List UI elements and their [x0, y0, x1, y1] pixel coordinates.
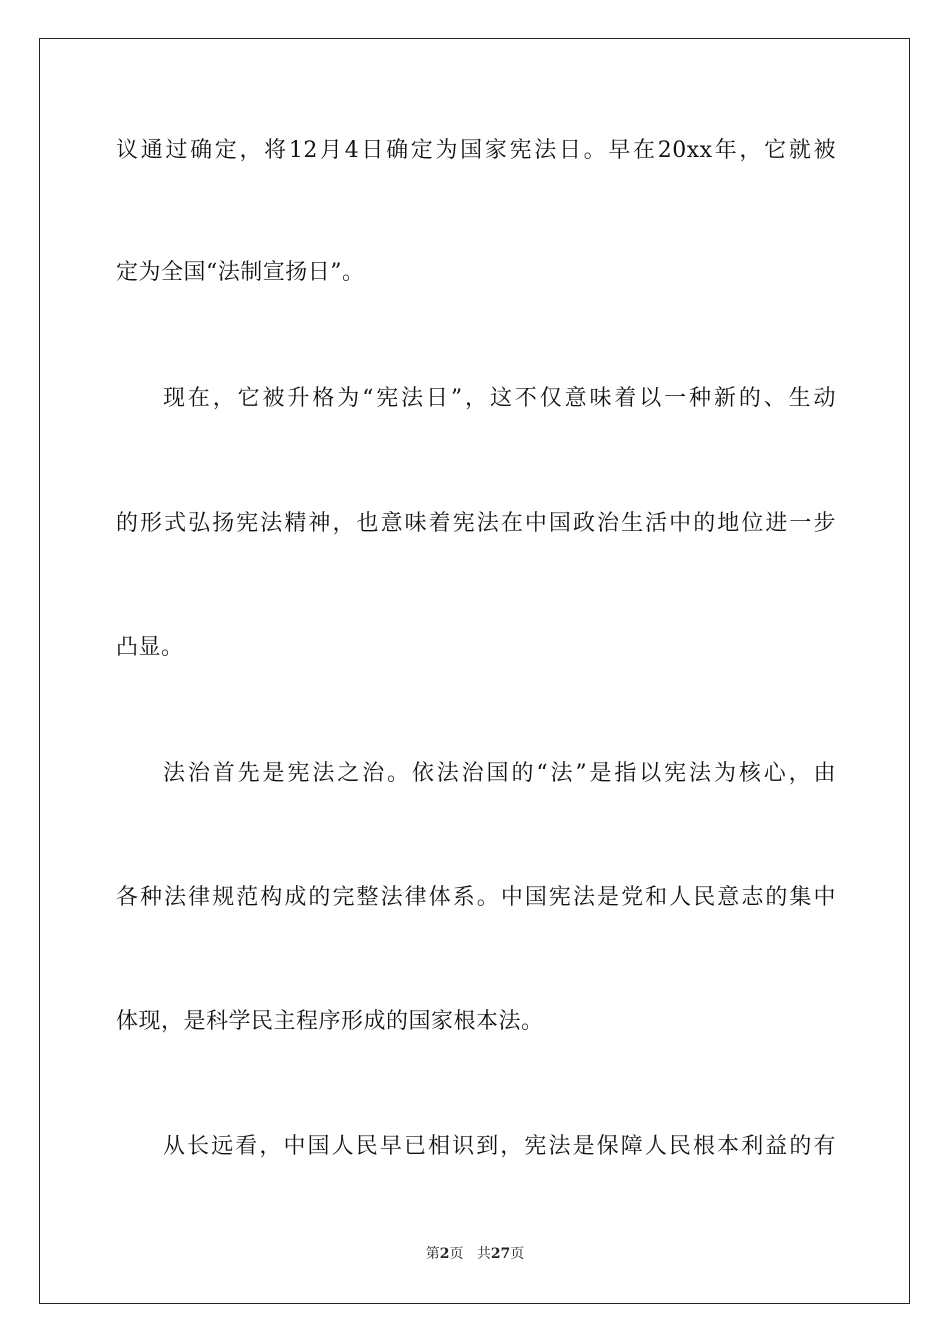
text-line-1: 议通过确定，将12月4日确定为国家宪法日。早在20xx年，它就被 [116, 138, 836, 163]
text-line-5: 凸显。 [116, 635, 184, 660]
text-line-9: 从长远看，中国人民早已相识到，宪法是保障人民根本利益的有 [163, 1134, 836, 1159]
total-pages: 27 [490, 1246, 511, 1262]
text-line-7: 各种法律规范构成的完整法律体系。中国宪法是党和人民意志的集中 [116, 885, 836, 910]
page-number: 2 [439, 1246, 450, 1262]
page-border [39, 38, 910, 1304]
text-line-6: 法治首先是宪法之治。依法治国的“法”是指以宪法为核心，由 [163, 761, 836, 786]
page-prefix: 第 [425, 1246, 440, 1262]
page-footer [0, 1244, 950, 1264]
text-line-2: 定为全国“法制宣扬日”。 [116, 260, 365, 285]
text-line-4: 的形式弘扬宪法精神，也意味着宪法在中国政治生活中的地位进一步 [116, 511, 836, 536]
text-line-3: 现在，它被升格为“宪法日”，这不仅意味着以一种新的、生动 [163, 386, 836, 411]
total-suffix: 页 [510, 1246, 525, 1262]
text-line-8: 体现，是科学民主程序形成的国家根本法。 [116, 1009, 544, 1034]
total-prefix: 共 [476, 1246, 491, 1262]
page-suffix: 页 [449, 1246, 464, 1262]
